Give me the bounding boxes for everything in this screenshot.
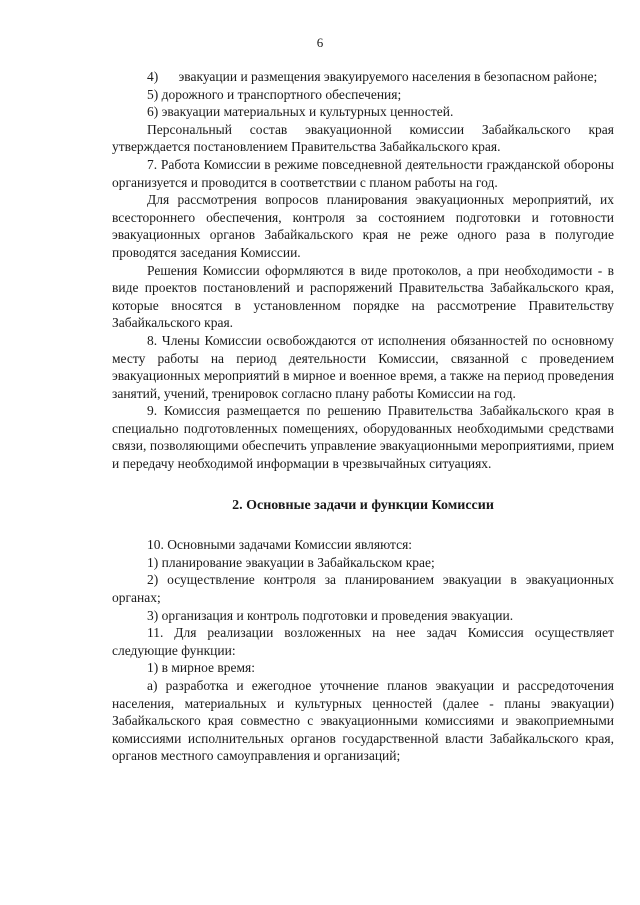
paragraph: Персональный состав эвакуационной комиссии Забайкальского края утверждается постановлением Правительства Забайкальского края. xyxy=(112,121,614,155)
paragraph: 10. Основными задачами Комиссии являются: xyxy=(147,537,413,553)
paragraph: Решения Комиссии оформляются в виде протоколов, а при необходимости - в виде проектов постановлений и распоряжений Правительства Забайкальского края, которые вносятся в установленном порядке на рассмотрение Правительству Забайкальского края. xyxy=(112,262,614,331)
paragraph: 9. Комиссия размещается по решению Правительства Забайкальского края в специально подготовленных помещениях, оборудованных необходимыми средствами связи, позволяющими обеспечить управление эвакуационными мероприятиями, прием и передачу необходимой информации в чрезвычайных ситуациях. xyxy=(112,403,614,472)
paragraph: 1) в мирное время: xyxy=(147,660,256,676)
paragraph: 6) эвакуации материальных и культурных ценностей. xyxy=(147,104,454,120)
paragraph: 1) планирование эвакуации в Забайкальском крае; xyxy=(147,554,435,570)
paragraph: 3) организация и контроль подготовки и проведения эвакуации. xyxy=(147,607,514,623)
section-heading: 2. Основные задачи и функции Комиссии xyxy=(232,497,494,513)
page-number: 6 xyxy=(316,35,324,50)
paragraph: 7. Работа Комиссии в режиме повседневной деятельности гражданской обороны организуется и проводится в соответствии с планом работы на год. xyxy=(112,156,614,190)
paragraph: Для рассмотрения вопросов планирования эвакуационных мероприятий, их всестороннего обеспечения, контроля за состоянием подготовки и готовности эвакуационных органов Забайкальского края не реже одного раза в полугодие проводятся заседания Комиссии. xyxy=(112,192,614,260)
paragraph: 4) эвакуации и размещения эвакуируемого населения в безопасном районе; xyxy=(147,69,598,84)
paragraph: 5) дорожного и транспортного обеспечения; xyxy=(147,86,402,102)
paragraph: 2) осуществление контроля за планированием эвакуации в эвакуационных органах; xyxy=(112,572,614,606)
document-body xyxy=(112,68,614,765)
paragraph: 11. Для реализации возложенных на нее задач Комиссия осуществляет следующие функции: xyxy=(112,625,614,658)
paragraph: а) разработка и ежегодное уточнение планов эвакуации и рассредоточения населения, материальных и культурных ценностей (далее - планы эвакуации) Забайкальского края совместно с эвакуационными комиссиями и эвакоприемными комиссиями исполнительных органов государственной власти Забайкальского края, органов местного самоуправления и организаций; xyxy=(112,678,614,764)
paragraph: 8. Члены Комиссии освобождаются от исполнения обязанностей по основному месту работы на период деятельности Комиссии, связанной с проведением эвакуационных мероприятий в мирное и военное время, а также на период проведения занятий, учений, тренировок согласно плану работы Комиссии на год. xyxy=(112,332,614,401)
